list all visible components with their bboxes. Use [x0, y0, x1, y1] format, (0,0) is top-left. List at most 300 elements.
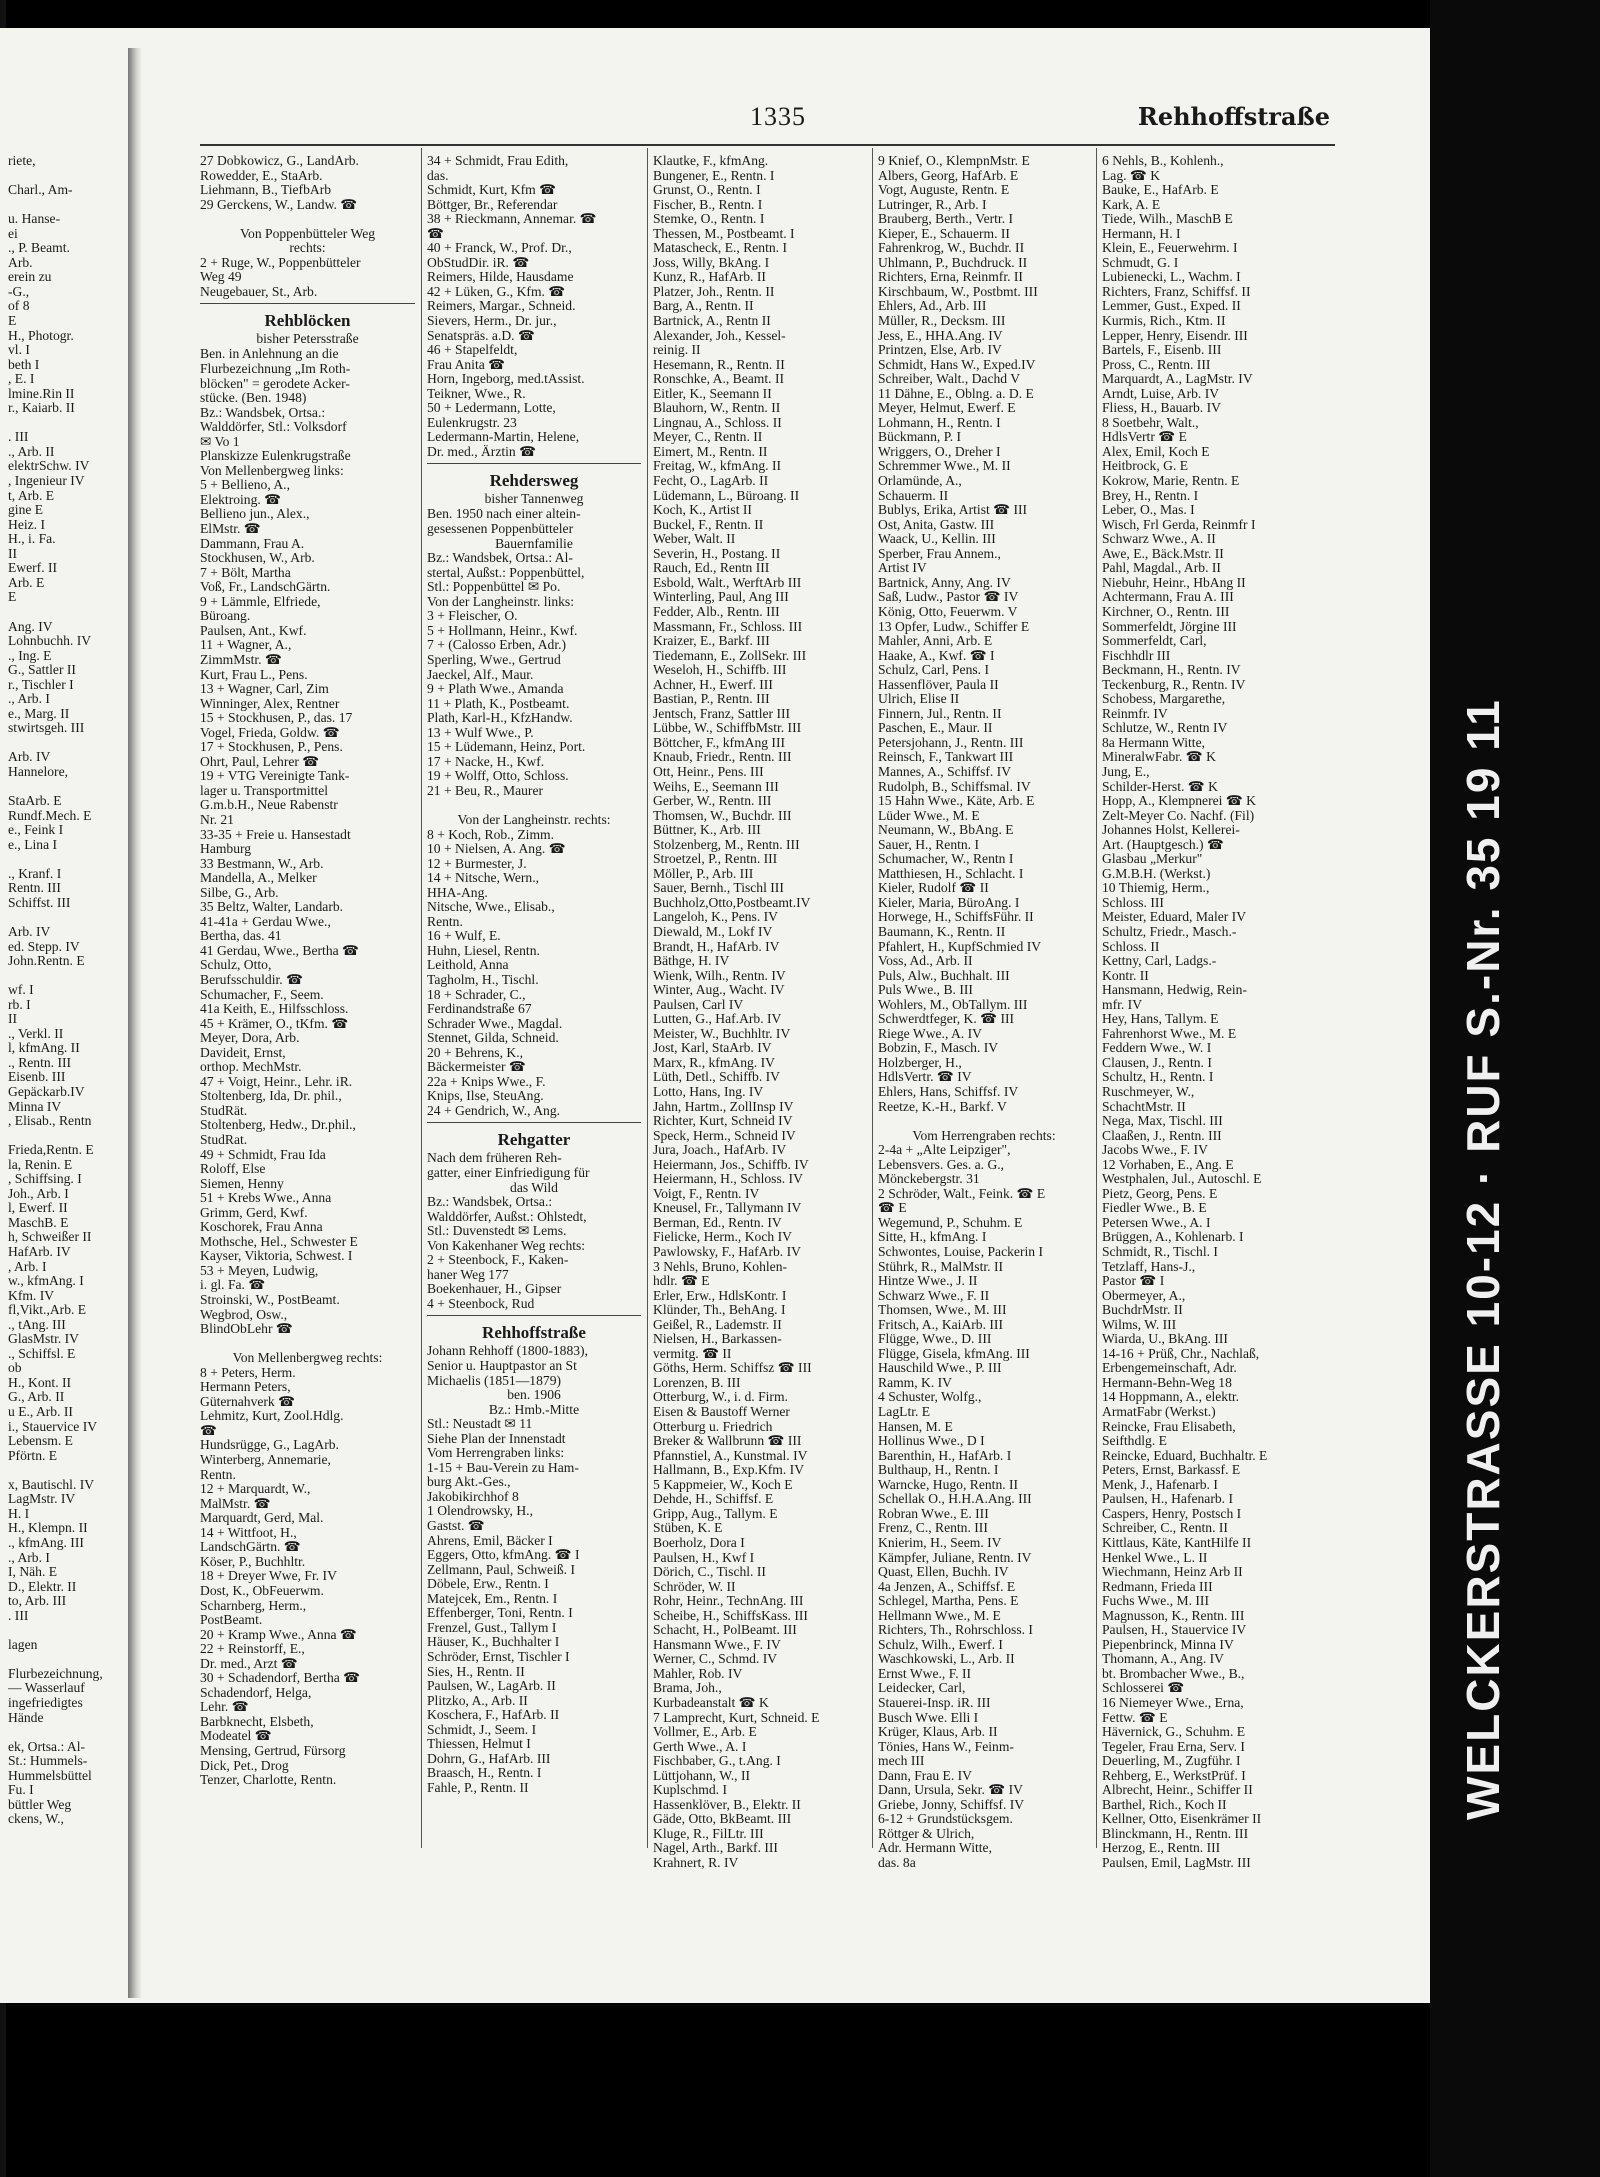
directory-entry: Johann Rehhoff (1800-1883), [427, 1343, 588, 1359]
directory-entry: 50 + Ledermann, Lotte, [427, 400, 556, 416]
directory-entry: G.M.B.H. (Werkst.) [1102, 865, 1211, 881]
directory-entry: Paulsen, Carl IV [653, 996, 744, 1012]
directory-entry: Ben. 1950 nach einer altein- [427, 506, 581, 522]
directory-entry: Liehmann, B., TiefbArb [200, 182, 332, 198]
directory-entry: Schwontes, Louise, Packerin I [878, 1244, 1043, 1260]
directory-entry: Büttner, K., Arb. III [653, 822, 761, 838]
margin-fragment: II [8, 545, 18, 561]
directory-entry: 15 + Lüdemann, Heinz, Port. [427, 739, 586, 755]
spacer [200, 212, 415, 227]
margin-fragment: St.: Hummels- [8, 1753, 88, 1769]
directory-entry: Bulthaup, H., Rentn. I [878, 1462, 999, 1478]
directory-entry: 15 + Stockhusen, P., das. 17 [200, 710, 353, 726]
margin-fragment: H. I [8, 1505, 30, 1521]
directory-entry: Robran Wwe., E. III [878, 1505, 989, 1521]
margin-fragment: Hände [8, 1709, 44, 1725]
directory-entry: 27 Dobkowicz, G., LandArb. [200, 154, 359, 168]
directory-entry: Brandt, H., HafArb. IV [653, 938, 780, 954]
right-book-edge [1430, 0, 1600, 2177]
directory-entry: Ledermann-Martin, Helene, [427, 429, 580, 445]
directory-entry: Marquardt, Gerd, Mal. [200, 1510, 324, 1526]
margin-fragment [8, 1463, 130, 1478]
directory-entry: 6-12 + Grundstücksgem. [878, 1811, 1013, 1827]
margin-fragment: MaschB. E [8, 1214, 69, 1230]
directory-entry: Hassenklöver, B., Elektr. II [653, 1796, 801, 1812]
directory-entry: 12 + Burmester, J. [427, 855, 527, 871]
directory-entry: Reimers, Margar., Schneid. [427, 298, 576, 314]
directory-entry: Reinmfr. IV [1102, 705, 1168, 721]
directory-entry: Ulrich, Elise II [878, 691, 960, 707]
margin-fragment: — Wasserlauf [8, 1680, 85, 1696]
directory-entry: Erbengemeinschaft, Adr. [1102, 1360, 1237, 1376]
margin-fragment: Frieda,Rentn. E [8, 1142, 94, 1158]
former-name: bisher Tannenweg [484, 491, 584, 507]
margin-fragment: elektrSchw. IV [8, 458, 90, 474]
directory-entry: Stennet, Gilda, Schneid. [427, 1030, 559, 1046]
directory-entry: Matascheck, E., Rentn. I [653, 240, 788, 256]
directory-entry: Winterling, Paul, Ang III [653, 589, 789, 605]
directory-entry: Alex, Emil, Koch E [1102, 443, 1210, 459]
directory-entry: Puls, Alw., Buchhalt. III [878, 967, 1010, 983]
directory-entry: ☎ [200, 1422, 217, 1438]
directory-entry: Rauch, Ed., Rentn III [653, 560, 770, 576]
directory-entry: 3 + Fleischer, O. [427, 608, 518, 624]
directory-entry: Otterburg u. Friedrich [653, 1418, 773, 1434]
directory-entry: Petersen Wwe., A. I [1102, 1214, 1211, 1230]
column-divider [872, 148, 873, 1848]
directory-entry: Stoltenberg, Hedw., Dr.phil., [200, 1117, 356, 1133]
directory-entry: Hopp, A., Klempnerei ☎ K [1102, 793, 1256, 809]
directory-entry: Eisen & Baustoff Werner [653, 1404, 790, 1420]
directory-entry: das. [427, 167, 449, 183]
directory-entry: Eitler, K., Seemann II [653, 385, 772, 401]
directory-entry: Stl.: Neustadt ✉ 11 [427, 1416, 533, 1432]
margin-fragment: StaArb. E [8, 793, 62, 809]
directory-entry: Bauke, E., HafArb. E [1102, 182, 1219, 198]
directory-entry: Fahle, P., Rentn. II [427, 1779, 529, 1795]
directory-entry: Ahrens, Emil, Bäcker I [427, 1532, 553, 1548]
directory-entry: Westphalen, Jul., Autoschl. E [1102, 1171, 1262, 1187]
directory-entry: Bückmann, P. I [878, 429, 962, 445]
directory-entry: Wegemund, P., Schuhm. E [878, 1214, 1023, 1230]
directory-entry: Siemen, Henny [200, 1175, 284, 1191]
directory-entry: 17 + Stockhusen, P., Pens. [200, 739, 343, 755]
directory-entry: Modeatel ☎ [200, 1728, 272, 1744]
directory-entry: Uhlmann, P., Buchdruck. II [878, 254, 1028, 270]
directory-entry: Ernst Wwe., F. II [878, 1665, 972, 1681]
directory-entry: Schloss. II [1102, 938, 1160, 954]
directory-entry: Seifthdlg. E [1102, 1433, 1167, 1449]
directory-entry: Kurbadeanstalt ☎ K [653, 1694, 769, 1710]
directory-entry: Kayser, Viktoria, Schwest. I [200, 1248, 353, 1264]
header-rule [200, 144, 1335, 146]
margin-fragment: l, Ewerf. II [8, 1200, 68, 1216]
directory-entry: Fuchs Wwe., M. III [1102, 1593, 1209, 1609]
directory-entry: Fedder, Alb., Rentn. III [653, 603, 780, 619]
directory-entry: Ehlers, Hans, Schiffsf. IV [878, 1084, 1019, 1099]
column-2 [427, 154, 641, 1795]
directory-entry: Haake, A., Kwf. ☎ I [878, 647, 995, 663]
directory-entry: Tetzlaff, Hans-J., [1102, 1258, 1196, 1274]
directory-entry: Sommerfeldt, Jörgine III [1102, 618, 1237, 634]
directory-entry: Jacobs Wwe., F. IV [1102, 1142, 1208, 1158]
directory-entry: Heiermann, H., Schloss. IV [653, 1171, 803, 1187]
directory-entry: Lemmer, Gust., Exped. II [1102, 298, 1241, 314]
directory-entry: Baumann, K., Rentn. II [878, 923, 1006, 939]
directory-entry: Finnern, Jul., Rentn. II [878, 705, 1002, 721]
margin-fragment: H., i. Fa. [8, 531, 56, 547]
directory-entry: ArmatFabr (Werkst.) [1102, 1404, 1216, 1420]
directory-entry: Kark, A. E [1102, 196, 1161, 212]
directory-entry: Klein, E., Feuerwehrm. I [1102, 240, 1238, 256]
directory-entry: Thomsen, W., Buchdr. III [653, 807, 792, 823]
directory-entry: Hermann, H. I [1102, 225, 1181, 241]
directory-entry: 12 Vorhaben, E., Ang. E [1102, 1156, 1234, 1172]
margin-fragment: Ang. IV [8, 618, 53, 634]
directory-entry: Walddörfer, Außst.: Ohlstedt, [427, 1208, 587, 1224]
directory-entry: Schulz, Wilh., Ewerf. I [878, 1636, 1003, 1652]
section-rule [427, 463, 641, 470]
directory-entry: Kurt, Frau L., Pens. [200, 666, 308, 682]
directory-entry: 24 + Gendrich, W., Ang. [427, 1102, 561, 1118]
directory-entry: Fahrenhorst Wwe., M. E [1102, 1025, 1237, 1041]
directory-entry: 1 Olendrowsky, H., [427, 1503, 533, 1519]
directory-entry: Hävernick, G., Schuhm. E [1102, 1724, 1246, 1740]
directory-entry: Waschkowski, L., Arb. II [878, 1651, 1015, 1667]
directory-entry: Sies, H., Rentn. II [427, 1663, 525, 1679]
directory-entry: Obermeyer, A., [1102, 1287, 1186, 1303]
margin-fragment: Hummelsbüttel [8, 1767, 92, 1783]
directory-entry: Jakobikirchhof 8 [427, 1488, 519, 1504]
directory-entry: 40 + Franck, W., Prof. Dr., [427, 240, 572, 256]
directory-entry: 15 Hahn Wwe., Käte, Arb. E [878, 793, 1035, 809]
directory-entry: Braasch, H., Rentn. I [427, 1765, 542, 1781]
directory-entry: Voigt, F., Rentn. IV [653, 1185, 760, 1201]
directory-entry: Hauschild Wwe., P. III [878, 1360, 1002, 1376]
directory-entry: Voss, Ad., Arb. II [878, 953, 973, 969]
directory-entry: Geißel, R., Lademstr. II [653, 1316, 782, 1332]
margin-fragment: Hannelore, [8, 763, 69, 779]
directory-entry: 5 + Hollmann, Heinr., Kwf. [427, 622, 578, 638]
directory-entry: Kneusel, Fr., Tallymann IV [653, 1200, 802, 1216]
directory-entry: Frenz, C., Rentn. III [878, 1520, 988, 1536]
directory-entry: mech III [878, 1753, 925, 1769]
directory-entry: Lutringer, R., Arb. I [878, 196, 987, 212]
directory-entry: 8 + Peters, Herm. [200, 1364, 296, 1380]
directory-entry: Göths, Herm. Schiffsz ☎ III [653, 1360, 812, 1376]
directory-entry: Niebuhr, Heinr., HbAng II [1102, 574, 1246, 590]
directory-entry: 33-35 + Freie u. Hansestadt [200, 826, 351, 842]
margin-fragment: büttler Weg [8, 1796, 72, 1812]
directory-entry: Arndt, Luise, Arb. IV [1102, 385, 1220, 401]
directory-entry: Schmidt, Hans W., Exped.IV [878, 356, 1036, 372]
margin-fragment: e., Marg. II [8, 705, 70, 721]
section-caption: Von Poppenbütteler Weg [239, 225, 376, 241]
directory-entry: Kuplschmd. I [653, 1782, 728, 1798]
directory-entry: Hey, Hans, Tallym. E [1102, 1011, 1219, 1027]
directory-entry: Speck, Herm., Schneid IV [653, 1127, 796, 1143]
directory-entry: Paulsen, Emil, LagMstr. III [1102, 1854, 1251, 1870]
directory-entry: Mandella, A., Melker [200, 870, 317, 886]
directory-entry: Magnusson, K., Rentn. III [1102, 1607, 1245, 1623]
margin-fragment: ., Arb. I [8, 691, 50, 707]
directory-entry: Schwarz Wwe., A. II [1102, 531, 1216, 547]
section-rule [200, 303, 415, 310]
directory-entry: Hundsrügge, G., LagArb. [200, 1437, 339, 1453]
directory-entry: 30 + Schadendorf, Bertha ☎ [200, 1670, 361, 1686]
directory-entry: 9 + Plath Wwe., Amanda [427, 681, 564, 697]
directory-entry: Bellieno jun., Alex., [200, 506, 310, 522]
directory-entry: 3 Nehls, Bruno, Kohlen- [653, 1258, 788, 1274]
directory-entry: 1-15 + Bau-Verein zu Ham- [427, 1459, 579, 1475]
directory-entry: Rowedder, E., StaArb. [200, 167, 323, 183]
directory-entry: Knips, Ilse, SteuAng. [427, 1088, 544, 1104]
directory-entry: Stauerei-Insp. iR. III [878, 1694, 991, 1710]
directory-entry: Güternahverk ☎ [200, 1393, 296, 1409]
margin-fragment: Arb. IV [8, 923, 51, 939]
directory-entry: Roloff, Else [200, 1161, 266, 1177]
directory-entry: Kurmis, Rich., Ktm. II [1102, 313, 1226, 329]
directory-entry: Planskizze Eulenkrugstraße [200, 448, 351, 464]
directory-entry: Thomsen, Wwe., M. III [878, 1302, 1007, 1318]
margin-fragment: Lebensm. E [8, 1433, 73, 1449]
directory-entry: Schilder-Herst. ☎ K [1102, 778, 1218, 794]
directory-entry: lager u. Transportmittel [200, 782, 328, 798]
directory-entry: Richters, Th., Rohrschloss. I [878, 1622, 1033, 1638]
margin-fragment [8, 852, 130, 867]
margin-fragment: lagen [8, 1636, 38, 1652]
directory-entry: 10 + Nielsen, A. Ang. ☎ [427, 841, 566, 857]
margin-fragment: HafArb. IV [8, 1244, 71, 1260]
directory-entry: Schadendorf, Helga, [200, 1684, 312, 1700]
directory-entry: Brama, Joh., [653, 1680, 722, 1696]
directory-entry: Klautke, F., kfmAng. [653, 154, 769, 168]
directory-entry: Werner, C., Schmd. IV [653, 1651, 778, 1667]
directory-entry: Albers, Georg, HafArb. E [878, 167, 1019, 183]
directory-entry: Stoltenberg, Ida, Dr. phil., [200, 1088, 342, 1104]
directory-entry: Meyer, Helmut, Ewerf. E [878, 400, 1016, 416]
directory-entry: Scharnberg, Herm., [200, 1597, 307, 1613]
directory-entry: Köser, P., Buchhltr. [200, 1553, 306, 1569]
directory-entry: Berufsschuldir. ☎ [200, 971, 304, 987]
directory-entry: Kittlaus, Käte, KantHilfe II [1102, 1534, 1252, 1550]
directory-entry: 13 + Wagner, Carl, Zim [200, 681, 329, 697]
directory-entry: Tenzer, Charlotte, Rentn. [200, 1772, 337, 1788]
directory-entry: Schlegel, Martha, Pens. E [878, 1593, 1019, 1609]
directory-entry: Schröder, Ernst, Tischler I [427, 1648, 570, 1664]
directory-entry: 2 + Steenbock, F., Kaken- [427, 1252, 569, 1268]
section-rule [427, 1315, 641, 1322]
directory-entry: Printzen, Else, Arb. IV [878, 342, 1002, 358]
margin-fragment: E [8, 313, 17, 329]
directory-entry: Ramm, K. IV [878, 1374, 953, 1390]
directory-entry: Rentn. [427, 913, 463, 929]
margin-fragment: x, Bautischl. IV [8, 1476, 95, 1492]
directory-entry: Meister, Eduard, Maler IV [1102, 909, 1247, 925]
directory-entry: StudRät. [200, 1102, 248, 1118]
directory-entry: HHA-Ang. [427, 884, 488, 900]
directory-entry: Schröder, W. II [653, 1578, 736, 1594]
directory-entry: Pietz, Georg, Pens. E [1102, 1185, 1218, 1201]
directory-entry: Adr. Hermann Witte, [878, 1840, 992, 1856]
directory-entry: Huhn, Liesel, Rentn. [427, 942, 540, 958]
directory-entry: hdlr. ☎ E [653, 1273, 710, 1289]
margin-fragment: r., Tischler I [8, 676, 74, 692]
directory-entry: Stroinski, W., PostBeamt. [200, 1292, 340, 1308]
directory-entry: 8 Soetbehr, Walt., [1102, 414, 1199, 430]
directory-entry: Dann, Ursula, Sekr. ☎ IV [878, 1782, 1023, 1798]
directory-entry: orthop. MechMstr. [200, 1059, 302, 1075]
margin-fragment: , Ingenieur IV [8, 473, 85, 489]
column-divider [1096, 148, 1097, 1848]
directory-entry: Schwarz Wwe., F. II [878, 1287, 990, 1303]
directory-entry: Wiarda, U., BkAng. III [1102, 1331, 1228, 1347]
directory-entry: Meister, W., Buchhltr. IV [653, 1025, 791, 1041]
directory-entry: LandschGärtn. ☎ [200, 1539, 301, 1555]
former-name: bisher Petersstraße [256, 331, 359, 347]
directory-entry: Weg 49 [200, 269, 242, 285]
directory-entry: Hansmann Wwe., F. IV [653, 1636, 781, 1652]
margin-fragment: ., Rentn. III [8, 1054, 72, 1070]
directory-entry: Nach dem früheren Reh- [427, 1150, 562, 1166]
directory-entry: Fischbaber, G., t.Ang. I [653, 1753, 781, 1769]
directory-entry: Erler, Erw., HdlsKontr. I [653, 1287, 787, 1303]
previous-page-margin-text [8, 154, 130, 1827]
directory-entry: Hollinus Wwe., D I [878, 1433, 985, 1449]
margin-fragment: John.Rentn. E [8, 953, 85, 969]
directory-entry: Richters, Erna, Reinmfr. II [878, 269, 1023, 285]
directory-entry: Kluge, R., FilLtr. III [653, 1825, 764, 1841]
page-header [205, 100, 1330, 140]
directory-entry: Matthiesen, H., Schlacht. I [878, 865, 1024, 881]
directory-entry: Frenzel, Gust., Tallym I [427, 1619, 557, 1635]
directory-entry: Fischer, B., Rentn. I [653, 196, 763, 212]
margin-fragment: Schiffst. III [8, 894, 71, 910]
directory-entry: Leidecker, Carl, [878, 1680, 966, 1696]
directory-entry: Kieper, E., Schauerm. II [878, 225, 1010, 241]
directory-entry: 19 + VTG Vereinigte Tank- [200, 768, 350, 784]
directory-entry: Möller, P., Arb. III [653, 865, 754, 881]
directory-entry: Nr. 21 [200, 811, 234, 827]
directory-entry: Häuser, K., Buchhalter I [427, 1634, 560, 1650]
directory-entry: Effenberger, Toni, Rentn. I [427, 1605, 573, 1621]
directory-entry: haner Weg 177 [427, 1266, 509, 1282]
directory-entry: Langeloh, K., Pens. IV [653, 909, 778, 925]
directory-entry: Schreiber, C., Rentn. II [1102, 1520, 1228, 1536]
directory-entry: Hermann-Behn-Weg 18 [1102, 1374, 1232, 1390]
directory-entry: Siehe Plan der Innenstadt [427, 1430, 566, 1446]
directory-entry: Achtermann, Frau A. III [1102, 589, 1234, 605]
directory-entry: Buchholz,Otto,Postbeamt.IV [653, 894, 811, 910]
margin-fragment: Arb. E [8, 574, 45, 590]
directory-entry: Lüttjohann, W., II [653, 1767, 751, 1783]
directory-entry: Kämpfer, Juliane, Rentn. IV [878, 1549, 1032, 1565]
margin-fragment: u. Hanse- [8, 211, 61, 227]
margin-fragment: , Arb. I [8, 1258, 47, 1274]
directory-entry: Wiechmann, Heinz Arb II [1102, 1564, 1243, 1580]
directory-entry: Vollmer, E., Arb. E [653, 1724, 757, 1740]
directory-entry: Hamburg [200, 841, 252, 857]
directory-entry: Jahn, Hartm., ZollInsp IV [653, 1098, 794, 1114]
directory-entry: Schumacher, W., Rentn I [878, 851, 1014, 867]
binding-shadow [128, 48, 142, 1998]
margin-fragment: G., Arb. II [8, 1389, 65, 1405]
directory-entry: 18 + Dreyer Wwe, Fr. IV [200, 1568, 337, 1584]
directory-entry: Wilms, W. III [1102, 1316, 1177, 1332]
directory-entry: Stemke, O., Rentn. I [653, 211, 765, 227]
directory-entry: Barthel, Rich., Koch II [1102, 1796, 1227, 1812]
directory-entry: Heitbrock, G. E [1102, 458, 1189, 474]
directory-entry: Jost, Karl, StaArb. IV [653, 1040, 772, 1056]
directory-entry: 8a Hermann Witte, [1102, 734, 1206, 750]
margin-fragment: of 8 [8, 298, 30, 314]
directory-entry: Elektroing. ☎ [200, 491, 282, 507]
directory-entry: Eimert, M., Rentn. II [653, 443, 768, 459]
margin-fragment: H., Kont. II [8, 1374, 72, 1390]
directory-entry: 8 + Koch, Rob., Zimm. [427, 826, 554, 842]
section-caption: Von Mellenbergweg rechts: [232, 1350, 383, 1366]
directory-page [0, 28, 1430, 2003]
directory-entry: 34 + Schmidt, Frau Edith, [427, 154, 569, 168]
margin-fragment [8, 736, 130, 751]
directory-entry: Klünder, Th., BehAng. I [653, 1302, 786, 1318]
directory-entry: blöcken" = gerodete Acker- [200, 375, 350, 391]
directory-entry: Lübbe, W., SchiffbMstr. III [653, 720, 802, 736]
directory-entry: Boerholz, Dora I [653, 1534, 745, 1550]
directory-entry: 17 + Nacke, H., Kwf. [427, 753, 545, 769]
directory-entry: Krüger, Klaus, Arb. II [878, 1724, 998, 1740]
directory-entry: Marx, R., kfmAng. IV [653, 1054, 775, 1070]
directory-entry: Brey, H., Rentn. I [1102, 487, 1199, 503]
directory-entry: gesessenen Poppenbütteler [427, 521, 574, 537]
directory-entry: PostBeamt. [200, 1612, 263, 1628]
directory-entry: Nagel, Arth., Barkf. III [653, 1840, 778, 1856]
directory-entry: 11 + Plath, K., Postbeamt. [427, 695, 570, 711]
directory-entry: Schmidt, R., Tischl. I [1102, 1244, 1218, 1260]
directory-entry: Horn, Ingeborg, med.tAssist. [427, 371, 585, 387]
directory-entry: Brüggen, A., Kohlenarb. I [1102, 1229, 1244, 1245]
directory-entry: Von Mellenbergweg links: [200, 462, 344, 478]
directory-entry: Tönies, Hans W., Feinm- [878, 1738, 1014, 1754]
directory-entry: Hansen, M. E [878, 1418, 953, 1434]
street-title: Rehhoffstraße [1137, 102, 1330, 131]
directory-entry: 2 + Ruge, W., Poppenbütteler [200, 254, 361, 270]
directory-entry: Plath, Karl-H., KfzHandw. [427, 710, 573, 726]
margin-fragment [8, 1652, 130, 1667]
directory-entry: Blauhorn, W., Rentn. II [653, 400, 781, 416]
directory-entry: Alexander, Joh., Kessel- [653, 327, 786, 343]
directory-entry: Lingnau, A., Schloss. II [653, 414, 782, 430]
directory-entry: Reincke, Frau Elisabeth, [1102, 1418, 1236, 1434]
spacer [427, 798, 641, 813]
margin-fragment: l, kfmAng. II [8, 1040, 80, 1056]
directory-entry: Thomann, A., Ang. IV [1102, 1651, 1224, 1667]
column-divider [647, 148, 648, 1848]
directory-entry: Schmudt, G. I [1102, 254, 1179, 270]
directory-entry: Tagholm, H., Tischl. [427, 971, 539, 987]
directory-entry: Lohmann, H., Rentn. I [878, 414, 1001, 430]
directory-entry: Blinckmann, H., Rentn. III [1102, 1825, 1249, 1841]
directory-entry: Barbknecht, Elsbeth, [200, 1713, 314, 1729]
directory-entry: Silbe, G., Arb. [200, 884, 279, 900]
column-3 [653, 154, 866, 1871]
directory-entry: Pross, C., Rentn. III [1102, 356, 1211, 372]
directory-entry: Horwege, H., SchiffsFühr. II [878, 909, 1034, 925]
directory-entry: Bastian, P., Rentn. III [653, 691, 770, 707]
directory-entry: Schultz, H., Rentn. I [1102, 1069, 1214, 1085]
directory-entry: Leber, O., Mas. I [1102, 502, 1195, 518]
directory-entry: Wisch, Frl Gerda, Reinmfr I [1102, 516, 1256, 532]
